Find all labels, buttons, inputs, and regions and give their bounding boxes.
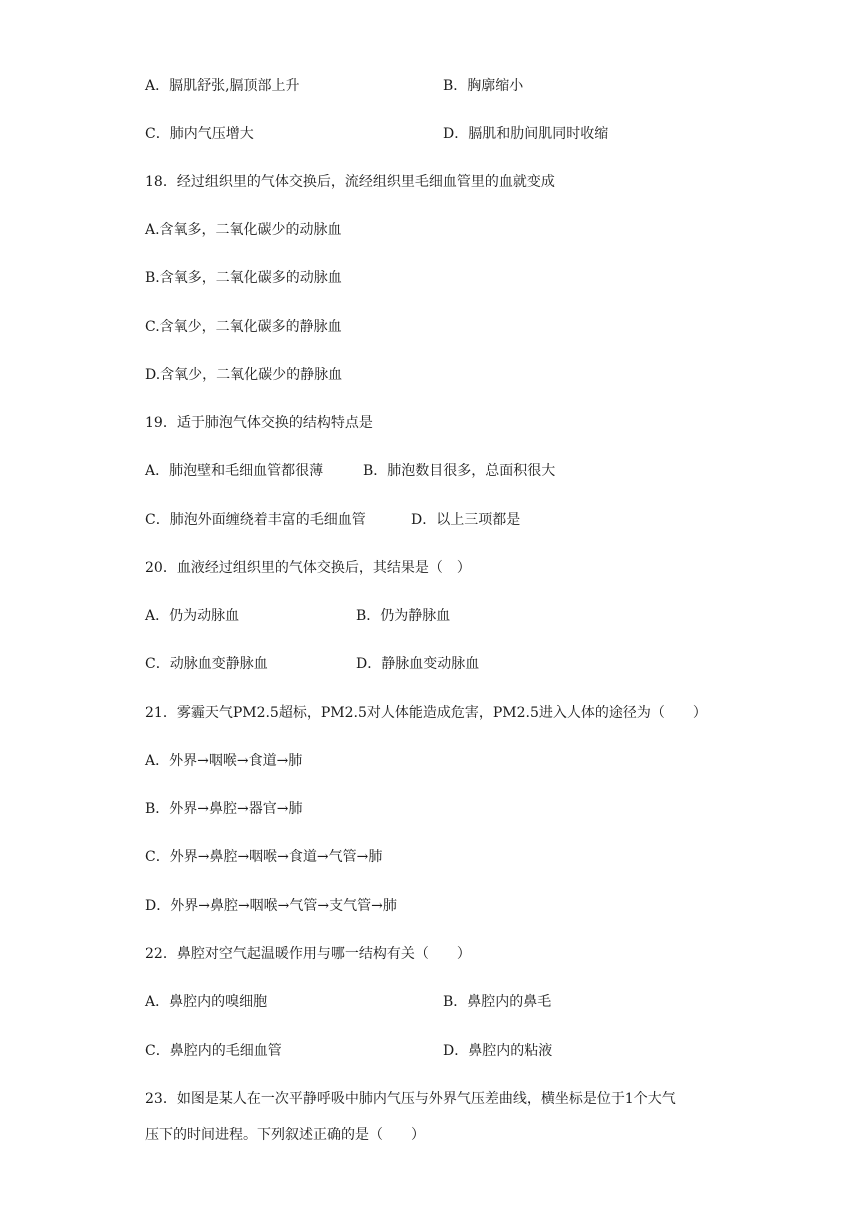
q22-option-b: B．鼻腔内的鼻毛	[443, 994, 552, 1010]
q22-option-c: C．鼻腔内的毛细血管	[145, 1043, 282, 1059]
q17-option-a: A．膈肌舒张,膈顶部上升	[145, 78, 300, 94]
q20-option-d: D．静脉血变动脉血	[356, 656, 480, 672]
q21-option-d: D．外界→鼻腔→咽喉→气管→支气管→肺	[145, 898, 397, 914]
q22-option-d: D．鼻腔内的粘液	[443, 1043, 553, 1059]
q21-stem: 21．雾霾天气PM2.5超标，PM2.5对人体能造成危害，PM2.5进入人体的途径为（ ）	[145, 705, 707, 721]
q20-stem: 20．血液经过组织里的气体交换后，其结果是（ ）	[145, 560, 471, 576]
q19-option-d: D．以上三项都是	[411, 512, 521, 528]
q19-stem: 19．适于肺泡气体交换的结构特点是	[145, 415, 373, 431]
q19-option-a: A．肺泡壁和毛细血管都很薄	[145, 463, 324, 479]
q18-option-d: D.含氧少，二氧化碳少的静脉血	[145, 367, 343, 383]
q17-option-b: B．胸廓缩小	[443, 78, 524, 94]
q23-stem-line2: 压下的时间进程。下列叙述正确的是（ ）	[145, 1127, 425, 1143]
q20-option-b: B．仍为静脉血	[356, 608, 451, 624]
q22-stem: 22．鼻腔对空气起温暖作用与哪一结构有关（ ）	[145, 946, 471, 962]
q21-option-c: C．外界→鼻腔→咽喉→食道→气管→肺	[145, 849, 383, 865]
q20-option-c: C．动脉血变静脉血	[145, 656, 268, 672]
q18-option-c: C.含氧少，二氧化碳多的静脉血	[145, 319, 342, 335]
q21-option-a: A．外界→咽喉→食道→肺	[145, 753, 303, 769]
q17-option-d: D．膈肌和肋间肌同时收缩	[443, 126, 609, 142]
q18-stem: 18．经过组织里的气体交换后，流经组织里毛细血管里的血就变成	[145, 174, 555, 190]
q18-option-b: B.含氧多，二氧化碳多的动脉血	[145, 270, 342, 286]
q22-option-a: A．鼻腔内的嗅细胞	[145, 994, 268, 1010]
q19-option-c: C．肺泡外面缠绕着丰富的毛细血管	[145, 512, 366, 528]
q19-option-b: B．肺泡数目很多，总面积很大	[363, 463, 556, 479]
q17-option-c: C．肺内气压增大	[145, 126, 254, 142]
q21-option-b: B．外界→鼻腔→器官→肺	[145, 801, 303, 817]
q18-option-a: A.含氧多，二氧化碳少的动脉血	[145, 222, 342, 238]
q23-stem-line1: 23．如图是某人在一次平静呼吸中肺内气压与外界气压差曲线，横坐标是位于1个大气	[145, 1091, 676, 1107]
q20-option-a: A．仍为动脉血	[145, 608, 240, 624]
